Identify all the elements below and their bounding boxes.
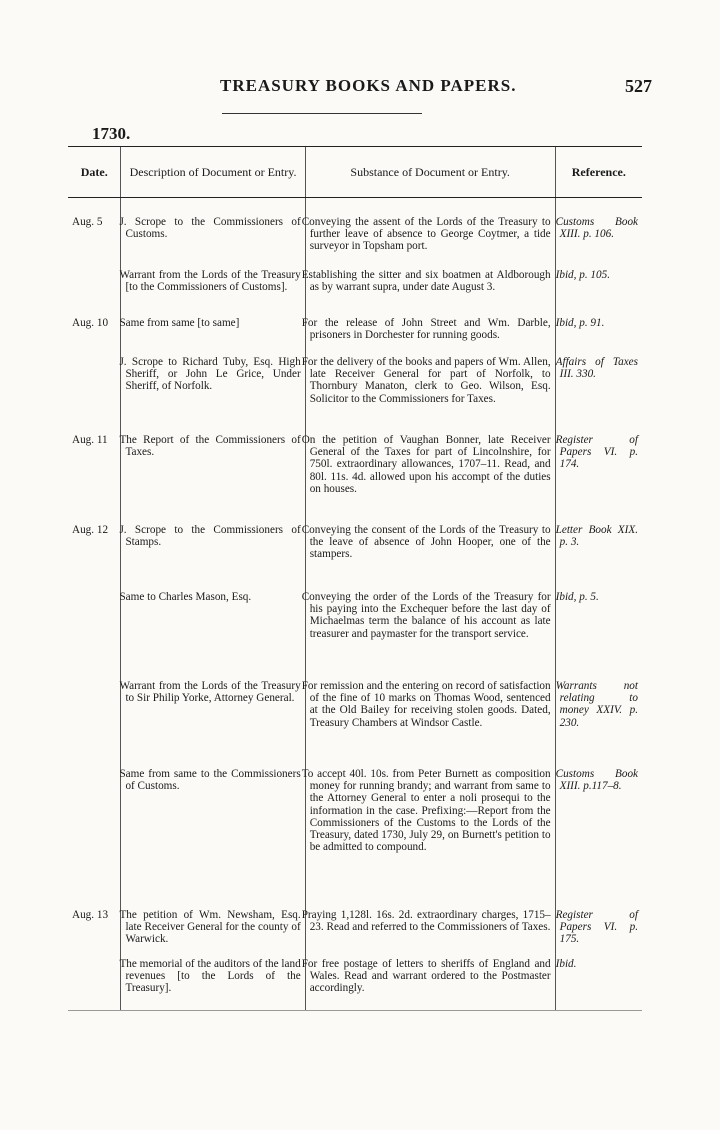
table-row bbox=[68, 269, 642, 317]
entry-reference: Customs Book XIII. p.117–8. bbox=[555, 768, 642, 909]
running-title: TREASURY BOOKS AND PAPERS. bbox=[220, 76, 517, 95]
entry-description: J. Scrope to the Commissioners of Customs. bbox=[121, 216, 305, 269]
entry-reference: Ibid, p. 105. bbox=[555, 269, 642, 317]
entry-description: J. Scrope to Richard Tuby, Esq. High Sheriff, or John Le Grice, Under Sheriff, of Norfolk. bbox=[121, 356, 305, 434]
entry-reference: Register of Papers VI. p. 174. bbox=[555, 434, 642, 524]
entry-date bbox=[68, 768, 121, 909]
table-row bbox=[68, 958, 642, 996]
entry-description: The memorial of the auditors of the land revenues [to the Lords of the Treasury]. bbox=[121, 958, 305, 996]
entry-reference: Letter Book XIX. p. 3. bbox=[555, 524, 642, 591]
table-row bbox=[68, 680, 642, 768]
entry-substance: For the release of John Street and Wm. Darble, prisoners in Dorchester for running goods. bbox=[305, 317, 555, 356]
entry-substance: Conveying the assent of the Lords of the Treasury to further leave of absence to George Coytmer, a tide surveyor in Topsham port. bbox=[305, 216, 555, 269]
table-row bbox=[68, 356, 642, 434]
entry-reference: Ibid, p. 5. bbox=[555, 591, 642, 680]
entry-description: Warrant from the Lords of the Treasury to Sir Philip Yorke, Attorney General. bbox=[121, 680, 305, 768]
entry-date bbox=[68, 356, 121, 434]
year-heading: 1730. bbox=[92, 124, 131, 143]
column-header-description: Description of Document or Entry. bbox=[121, 147, 305, 198]
entry-reference: Customs Book XIII. p. 106. bbox=[555, 216, 642, 269]
header-rule bbox=[222, 113, 422, 114]
entry-description: J. Scrope to the Commissioners of Stamps. bbox=[121, 524, 305, 591]
table-row bbox=[68, 317, 642, 356]
column-header-row bbox=[68, 147, 642, 198]
table-row bbox=[68, 216, 642, 269]
entry-reference: Register of Papers VI. p. 175. bbox=[555, 909, 642, 958]
entry-description: The Report of the Commissioners of Taxes. bbox=[121, 434, 305, 524]
entry-reference: Warrants not relating to money XXIV. p. 230. bbox=[555, 680, 642, 768]
entry-substance: For remission and the entering on record of satisfaction of the fine of 10 marks on Thomas Wood, sentenced at the Old Bailey for receiving stolen goods. Dated, Treasury Chambers at Windsor Castle. bbox=[305, 680, 555, 768]
entry-date: Aug. 11 bbox=[72, 434, 108, 446]
entry-reference: Affairs of Taxes III. 330. bbox=[555, 356, 642, 434]
entry-date bbox=[68, 680, 121, 768]
entry-description: Warrant from the Lords of the Treasury [to the Commissioners of Customs]. bbox=[121, 269, 305, 317]
table-row bbox=[68, 768, 642, 909]
entry-substance: For the delivery of the books and papers of Wm. Allen, late Receiver General for part of Norfolk, to Thornbury Manaton, clerk to Geo. Wilson, Esq. Solicitor to the Commissioners for Taxes. bbox=[305, 356, 555, 434]
entry-date: Aug. 5 bbox=[72, 216, 103, 228]
entry-date bbox=[68, 269, 121, 317]
entry-description: Same from same [to same] bbox=[121, 317, 305, 356]
entry-date bbox=[68, 958, 121, 996]
entry-reference: Ibid, p. 91. bbox=[555, 317, 642, 356]
entry-description: The petition of Wm. Newsham, Esq. late Receiver General for the county of Warwick. bbox=[121, 909, 305, 958]
entry-date: Aug. 13 bbox=[72, 909, 109, 921]
page-number: 527 bbox=[625, 76, 652, 96]
table-row bbox=[68, 524, 642, 591]
entry-substance: Praying 1,128l. 16s. 2d. extraordinary charges, 1715–23. Read and referred to the Commissioners of Taxes. bbox=[305, 909, 555, 958]
entry-date: Aug. 12 bbox=[72, 524, 109, 536]
entry-substance: To accept 40l. 10s. from Peter Burnett as composition money for running brandy; and warrant from same to the Attorney General to enter a noli prosequi to the information in the case. Prefixing:—Report from the Commissioners of the Customs to the Lords of the Treasury, dated 1730, July 29, on Burnett's petition to be admitted to compound. bbox=[305, 768, 555, 909]
column-header-reference: Reference. bbox=[555, 147, 642, 198]
entry-description: Same to Charles Mason, Esq. bbox=[121, 591, 305, 680]
page-header bbox=[60, 76, 660, 102]
entry-substance: Conveying the order of the Lords of the Treasury for his paying into the Exchequer before the last day of Michaelmas term the balance of his account as late treasurer and paymaster for the transport service. bbox=[305, 591, 555, 680]
entry-description: Same from same to the Commissioners of Customs. bbox=[121, 768, 305, 909]
table-row bbox=[68, 909, 642, 958]
entry-substance: For free postage of letters to sheriffs of England and Wales. Read and warrant ordered to the Postmaster accordingly. bbox=[305, 958, 555, 996]
entry-date: Aug. 10 bbox=[72, 317, 109, 329]
table-row bbox=[68, 434, 642, 524]
table-spacer bbox=[68, 198, 642, 217]
table-bottom-rule bbox=[68, 996, 642, 1011]
entry-date bbox=[68, 591, 121, 680]
column-header-date: Date. bbox=[68, 147, 121, 198]
entry-substance: Establishing the sitter and six boatmen at Aldborough as by warrant supra, under date August 3. bbox=[305, 269, 555, 317]
entry-substance: On the petition of Vaughan Bonner, late Receiver General of the Taxes for part of Lincolnshire, for 750l. extraordinary allowances, 1707–11. Read, and 80l. 11s. 4d. allowed upon his accompt of the duties on houses. bbox=[305, 434, 555, 524]
table-row bbox=[68, 591, 642, 680]
ledger-table bbox=[68, 146, 642, 1011]
entry-reference: Ibid. bbox=[555, 958, 642, 996]
column-header-substance: Substance of Document or Entry. bbox=[305, 147, 555, 198]
entry-substance: Conveying the consent of the Lords of the Treasury to the leave of absence of John Hooper, one of the stampers. bbox=[305, 524, 555, 591]
